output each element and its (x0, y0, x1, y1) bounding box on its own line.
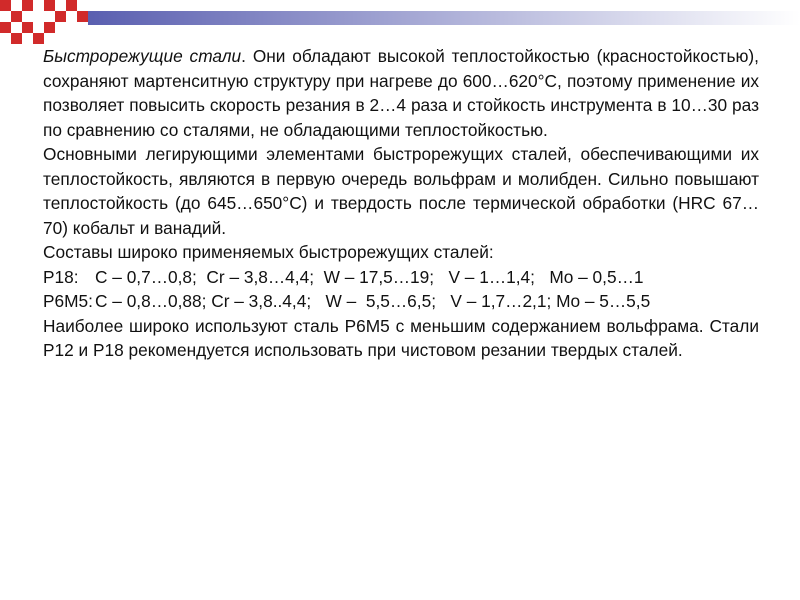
paragraph-compositions-heading: Составы широко применяемых быстрорежущих сталей: (43, 242, 494, 262)
paragraph-recommendation: Наиболее широко используют сталь Р6М5 с меньшим содержанием вольфрама. Стали Р12 и Р18 рекомендуется использовать при чистовом резании твердых сталей. (43, 315, 759, 360)
slide-body (43, 44, 759, 363)
composition-row-r18 (43, 265, 759, 290)
paragraph-intro (43, 44, 759, 142)
composition-values: С – 0,8…0,88; Cr – 3,8..4,4; W – 5,5…6,5; V – 1,7…2,1; Mo – 5…5,5 (95, 291, 651, 311)
composition-values: С – 0,7…0,8; Cr – 3,8…4,4; W – 17,5…19; V – 1…1,4; Mo – 0,5…1 (95, 266, 644, 287)
term-high-speed-steels: Быстрорежущие стали (43, 46, 242, 66)
header-decoration (0, 0, 800, 50)
header-gradient-band (88, 11, 800, 25)
paragraph-alloying: Основными легирующими элементами быстрорежущих сталей, обеспечивающими их теплостойкость, являются в первую очередь вольфрам и молибден. Сильно повышают теплостойкость (до 645…650°С) и твердость после термической обработки (HRC 67…70) кобальт и ванадий. (43, 144, 759, 238)
grade-label: Р18: (43, 266, 79, 287)
composition-row-r6m5 (43, 289, 759, 314)
checker-pattern (0, 0, 88, 44)
grade-label: Р6М5: (43, 291, 93, 311)
paragraph-intro-text: . Они обладают высокой теплостойкостью (красностойкостью), сохраняют мартенситную структуру при нагреве до 600…620°С, поэтому применение их позволяет повысить скорость резания в 2…4 раза и стойкость инструмента в 10…30 раз по сравнению со сталями, не обладающими теплостойкостью. (43, 46, 759, 140)
